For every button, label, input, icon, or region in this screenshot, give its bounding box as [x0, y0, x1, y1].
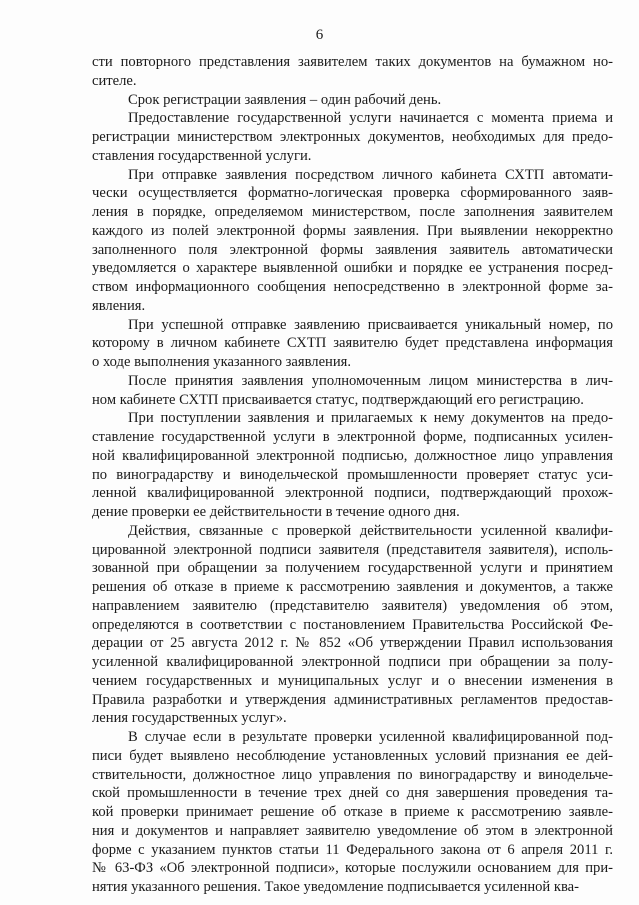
page-number: 6: [315, 27, 324, 43]
text-line: При отправке заявления посредством личного кабинета СХТП автомати-: [128, 166, 613, 183]
text-line: ления в порядке, определяемом министерством, после заполнения заявителем: [92, 204, 613, 220]
text-line: Действия, связанные с проверкой действительности усиленной квалифи-: [128, 522, 613, 539]
text-line: ления государственных услуг».: [92, 710, 287, 727]
text-line: сителе.: [92, 72, 137, 89]
text-line: При поступлении заявления и прилагаемых к нему документов на предо-: [128, 410, 613, 427]
paragraph: [92, 728, 613, 897]
text-line: определяются в соответствии с постановлением Правительства Российской Фе-: [92, 616, 613, 633]
text-line: зованной при обращении за получением государственной услуги и принятием: [92, 560, 613, 577]
text-line: которому в личном кабинете СХТП заявителю будет представлена информация: [92, 335, 613, 352]
text-line: каждого из полей электронной формы заявления. При выявлении некорректно: [92, 222, 613, 239]
text-line: усиленной квалифицированной электронной подписи при обращении за полу-: [92, 654, 613, 670]
text-line: В случае если в результате проверки усиленной квалифицированной под-: [128, 729, 613, 745]
text-line: по виноградарству и винодельческой промышленности проверяет статус уси-: [92, 466, 613, 483]
text-line: ставления государственной услуги.: [92, 147, 312, 164]
text-line: Правила разработки и утверждения административных регламентов предостав-: [92, 691, 613, 708]
text-line: цированной электронной подписи заявителя (представителя заявителя), исполь-: [92, 541, 613, 558]
paragraph: [92, 409, 613, 522]
text-line: После принятия заявления уполномоченным лицом министерства в лич-: [128, 372, 613, 389]
text-line: ния и документов и направляет заявителю уведомление об этом в электронной: [92, 822, 613, 839]
text-line: заполненного поля электронной формы заявления заявитель автоматически: [92, 241, 613, 258]
text-line: дение проверки ее действительности в течение одного дня.: [92, 504, 460, 520]
text-line: При успешной отправке заявлению присваивается уникальный номер, по: [128, 316, 613, 333]
paragraph: [92, 372, 613, 410]
text-line: чением государственных и муниципальных услуг и о внесении изменения в: [92, 672, 613, 689]
text-line: чески осуществляется форматно-логическая проверка сформированного заяв-: [92, 185, 613, 202]
text-line: ной квалифицированной электронной подписью, должностное лицо управления: [92, 447, 613, 464]
text-line: нятия указанного решения. Такое уведомление подписывается усиленной ква-: [92, 879, 580, 895]
text-line: ном кабинете СХТП присваивается статус, подтверждающий его регистрацию.: [92, 391, 584, 408]
text-line: решения об отказе в приеме к рассмотрению заявления и документов, а также: [92, 579, 613, 595]
text-line: явления.: [92, 297, 146, 314]
text-line: регистрации министерством электронных документов, необходимых для предо-: [92, 129, 613, 145]
paragraph: [92, 53, 613, 91]
paragraph: [92, 91, 613, 110]
text-line: писи будет выявлено несоблюдение установленных условий признания ее дей-: [92, 747, 613, 764]
document-body: [92, 53, 613, 897]
text-line: ской промышленности в течение трех дней со дня завершения проведения та-: [92, 785, 613, 802]
text-line: Предоставление государственной услуги начинается с момента приема и: [128, 110, 613, 127]
paragraph: [92, 109, 613, 165]
paragraph: [92, 166, 613, 316]
text-line: уведомляется о характере выявленной ошибки и порядке ее устранения посред-: [92, 260, 613, 277]
text-line: ствительности, должностное лицо управления по виноградарству и винодельче-: [92, 766, 613, 783]
text-line: направлением заявителю (представителю заявителя) уведомления об этом,: [92, 597, 613, 614]
text-line: ством информационного сообщения непосредственно в электронной форме за-: [92, 279, 613, 295]
text-line: форме с указанием пунктов статьи 11 Федерального закона от 6 апреля 2011 г.: [92, 841, 613, 858]
text-line: сти повторного представления заявителем таких документов на бумажном но-: [92, 54, 613, 70]
text-line: о ходе выполнения указанного заявления.: [92, 354, 352, 370]
text-line: Срок регистрации заявления – один рабочий день.: [128, 91, 442, 108]
text-line: дерации от 25 августа 2012 г. № 852 «Об утверждении Правил использования: [92, 635, 613, 652]
text-line: кой проверки принимает решение об отказе в приеме к рассмотрению заявле-: [92, 804, 613, 820]
paragraph: [92, 316, 613, 372]
text-line: № 63-ФЗ «Об электронной подписи», которые послужили основанием для при-: [92, 860, 613, 877]
paragraph: [92, 522, 613, 728]
text-line: ставление государственной услуги в электронной форме, подписанных усилен-: [92, 429, 613, 445]
text-line: ленной квалифицированной электронной подписи, подтверждающий прохож-: [92, 485, 613, 502]
